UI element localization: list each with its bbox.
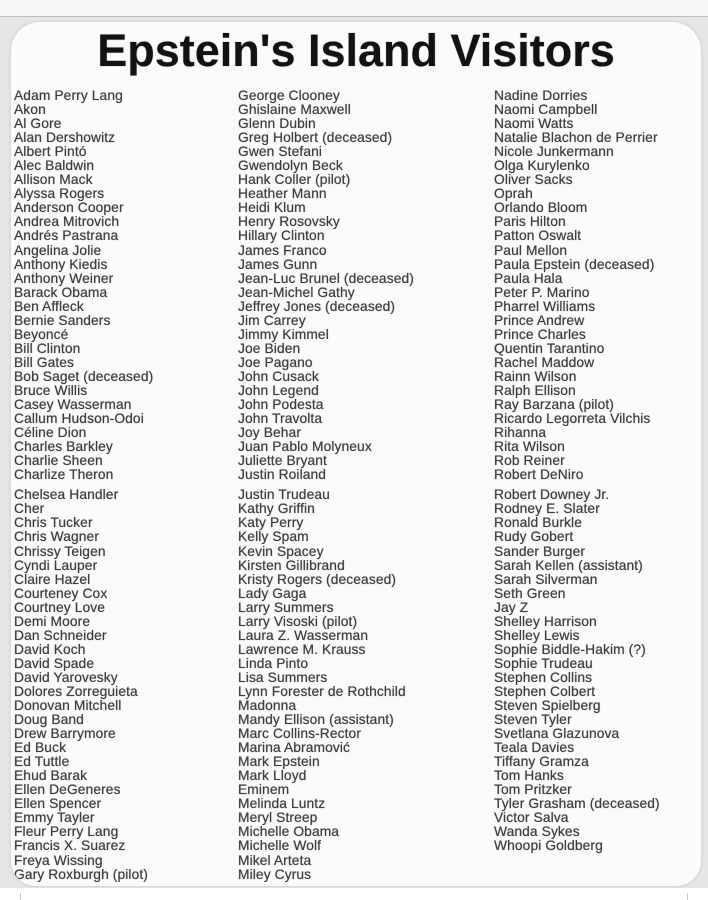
list-item: Michelle Obama [238,824,340,840]
list-item: Charlie Sheen [14,453,103,469]
list-item: Joe Pagano [238,354,313,370]
list-item: Steven Spielberg [494,698,601,714]
list-item: Olga Kurylenko [494,158,590,174]
list-item: Chrissy Teigen [14,543,106,559]
list-item: Ed Buck [14,740,67,756]
list-item: Drew Barrymore [14,726,116,742]
list-item: Dan Schneider [14,627,107,643]
list-item: Barack Obama [14,284,108,300]
list-item: Dolores Zorreguieta [14,683,138,699]
list-item: Kirsten Gillibrand [238,557,345,573]
list-item: Lynn Forester de Rothchild [238,683,406,699]
list-item: Ellen Spencer [14,796,102,812]
list-item: Michelle Wolf [238,838,322,854]
list-item: Bill Clinton [14,340,81,356]
list-item: Kathy Griffin [238,501,315,517]
list-item: Adam Perry Lang [14,89,123,103]
list-item: Victor Salva [494,810,569,826]
list-item: David Spade [14,655,95,671]
list-item: Henry Rosovsky [238,214,340,230]
list-item: Tom Hanks [494,768,564,784]
list-item: Jeffrey Jones (deceased) [238,298,396,314]
list-item: Angelina Jolie [14,242,102,258]
list-item: Naomi Campbell [494,102,598,118]
list-item: Glenn Dubin [238,116,316,132]
list-item: Albert Pintó [14,144,87,160]
list-item: Rihanna [494,425,547,441]
list-item: Paula Epstein (deceased) [494,256,655,272]
list-item: Charles Barkley [14,439,113,455]
list-item: John Cusack [238,368,319,384]
list-item: Melinda Luntz [238,796,326,812]
list-item: Bob Saget (deceased) [14,368,154,384]
name-group [494,89,701,482]
list-item: Cyndi Lauper [14,557,98,573]
list-item: Mikel Arteta [238,852,312,868]
list-item: Sophie Trudeau [494,655,593,671]
list-item: Alyssa Rogers [14,186,105,202]
list-item: Oprah [494,186,533,202]
list-item: Justin Trudeau [238,487,330,503]
list-item: Paula Hala [494,270,563,286]
list-item: Tiffany Gramza [494,754,589,770]
list-item: Callum Hudson-Odoi [14,411,144,427]
list-item: Alec Baldwin [14,158,95,174]
list-item: Bernie Sanders [14,312,111,328]
list-item: Cher [14,501,45,517]
list-item: Miley Cyrus [238,866,312,882]
list-item: Ray Barzana (pilot) [494,397,614,413]
list-item: Oliver Sacks [494,172,573,188]
list-item: Rachel Maddow [494,354,595,370]
name-group [14,488,238,881]
list-item: Svetlana Glazunova [494,726,620,742]
list-item: Paul Mellon [494,242,568,258]
list-item: Demi Moore [14,613,91,629]
list-item: Donovan Mitchell [14,698,122,714]
list-item: Céline Dion [14,425,87,441]
list-item: Allison Mack [14,172,93,188]
list-item: Ehud Barak [14,768,88,784]
list-item: Sarah Silverman [494,571,598,587]
list-item: Jean-Luc Brunel (deceased) [238,270,414,286]
column-3 [494,89,701,882]
list-item: Sophie Biddle-Hakim (?) [494,641,646,657]
list-item: Robert Downey Jr. [494,487,610,503]
list-item: Gary Roxburgh (pilot) [14,866,148,882]
list-item: Ben Affleck [14,298,84,314]
list-item: Paris Hilton [494,214,566,230]
list-item: Rodney E. Slater [494,501,600,517]
list-item: Sander Burger [494,543,586,559]
list-item: Andrés Pastrana [14,228,119,244]
list-item: Heidi Klum [238,200,306,216]
list-item: Quentin Tarantino [494,340,605,356]
list-item: George Clooney [238,89,340,103]
list-item: Justin Roiland [238,467,327,483]
list-item: Lawrence M. Krauss [238,641,366,657]
page-title: Epstein's Island Visitors [97,25,615,76]
list-item: Eminem [238,782,290,798]
list-item: Anderson Cooper [14,200,124,216]
list-item: Lady Gaga [238,585,307,601]
list-item: Natalie Blachon de Perrier [494,130,658,146]
name-group [238,89,494,482]
visitor-list-card [10,21,702,887]
list-item: Andrea Mitrovich [14,214,120,230]
list-item: Lisa Summers [238,669,328,685]
list-item: Marc Collins-Rector [238,726,362,742]
list-item: Anthony Kiedis [14,256,108,272]
list-item: Mark Epstein [238,754,320,770]
list-item: Prince Andrew [494,312,585,328]
list-item: David Koch [14,641,86,657]
list-item: David Yarovesky [14,669,118,685]
list-item: Freya Wissing [14,852,103,868]
list-item: Hillary Clinton [238,228,325,244]
list-item: Larry Visoski (pilot) [238,613,358,629]
list-item: Steven Tyler [494,712,572,728]
list-item: Wanda Sykes [494,824,580,840]
list-item: James Gunn [238,256,318,272]
visitor-list [11,89,701,882]
list-item: Juliette Bryant [238,453,327,469]
list-item: Kristy Rogers (deceased) [238,571,397,587]
list-item: Tom Pritzker [494,782,572,798]
list-item: John Travolta [238,411,323,427]
list-item: Francis X. Suarez [14,838,126,854]
list-item: Katy Perry [238,515,304,531]
list-item: Stephen Collins [494,669,593,685]
list-item: Ghislaine Maxwell [238,102,351,118]
list-item: Rudy Gobert [494,529,574,545]
list-item: Heather Mann [238,186,327,202]
list-item: Hank Coller (pilot) [238,172,351,188]
list-item: Charlize Theron [14,467,114,483]
list-item: Orlando Bloom [494,200,588,216]
list-item: James Franco [238,242,327,258]
list-item: Gwendolyn Beck [238,158,343,174]
photo-top-edge [0,0,708,17]
list-item: Meryl Streep [238,810,318,826]
name-group [494,488,701,853]
list-item: Tyler Grasham (deceased) [494,796,660,812]
list-item: Claire Hazel [14,571,91,587]
list-item: Chelsea Handler [14,487,119,503]
list-item: Ronald Burkle [494,515,582,531]
list-item: Rita Wilson [494,439,565,455]
list-item: Patton Oswalt [494,228,582,244]
next-card-left-border [20,893,21,900]
list-item: Al Gore [14,116,62,132]
list-item: Rob Reiner [494,453,565,469]
list-item: Juan Pablo Molyneux [238,439,372,455]
list-item: Chris Wagner [14,529,100,545]
list-item: Madonna [238,698,297,714]
list-item: Beyoncé [14,326,69,342]
list-item: Kelly Spam [238,529,309,545]
list-item: Naomi Watts [494,116,574,132]
list-item: Pharrel Williams [494,298,596,314]
list-item: Courtney Love [14,599,106,615]
list-item: Joe Biden [238,340,301,356]
list-item: Jean-Michel Gathy [238,284,355,300]
list-item: Courteney Cox [14,585,108,601]
list-item: John Podesta [238,397,324,413]
list-item: Peter P. Marino [494,284,590,300]
list-item: Laura Z. Wasserman [238,627,369,643]
list-item: Casey Wasserman [14,397,132,413]
list-item: Chris Tucker [14,515,93,531]
list-item: Ralph Ellison [494,382,576,398]
list-item: Bill Gates [14,354,75,370]
list-item: Nicole Junkermann [494,144,614,160]
list-item: Mandy Ellison (assistant) [238,712,394,728]
list-item: Bruce Willis [14,382,88,398]
list-item: Stephen Colbert [494,683,596,699]
list-item: Greg Holbert (deceased) [238,130,393,146]
list-item: Joy Behar [238,425,302,441]
list-item: John Legend [238,382,319,398]
list-item: Linda Pinto [238,655,309,671]
list-item: Teala Davies [494,740,575,756]
list-item: Ellen DeGeneres [14,782,121,798]
name-group [238,488,494,881]
column-1 [14,89,238,882]
list-item: Kevin Spacey [238,543,324,559]
list-item: Gwen Stefani [238,144,323,160]
list-item: Fleur Perry Lang [14,824,119,840]
list-item: Doug Band [14,712,84,728]
list-item: Emmy Tayler [14,810,95,826]
list-item: Ed Tuttle [14,754,70,770]
list-item: Seth Green [494,585,566,601]
list-item: Akon [14,102,46,118]
list-item: Shelley Harrison [494,613,597,629]
list-item: Robert DeNiro [494,467,584,483]
list-item: Jimmy Kimmel [238,326,329,342]
list-item: Nadine Dorries [494,89,588,103]
list-item: Sarah Kellen (assistant) [494,557,643,573]
list-item: Larry Summers [238,599,334,615]
list-item: Alan Dershowitz [14,130,116,146]
list-item: Anthony Weiner [14,270,114,286]
list-item: Rainn Wilson [494,368,577,384]
column-2 [238,89,494,882]
list-item: Jay Z [494,599,529,615]
list-item: Jim Carrey [238,312,306,328]
next-card-right-border [687,893,688,900]
photo-bottom-edge [0,888,708,900]
list-item: Mark Lloyd [238,768,307,784]
name-group [14,89,238,482]
list-item: Prince Charles [494,326,586,342]
list-item: Marina Abramović [238,740,351,756]
list-item: Ricardo Legorreta Vilchis [494,411,651,427]
list-item: Shelley Lewis [494,627,580,643]
list-item: Whoopi Goldberg [494,838,603,854]
